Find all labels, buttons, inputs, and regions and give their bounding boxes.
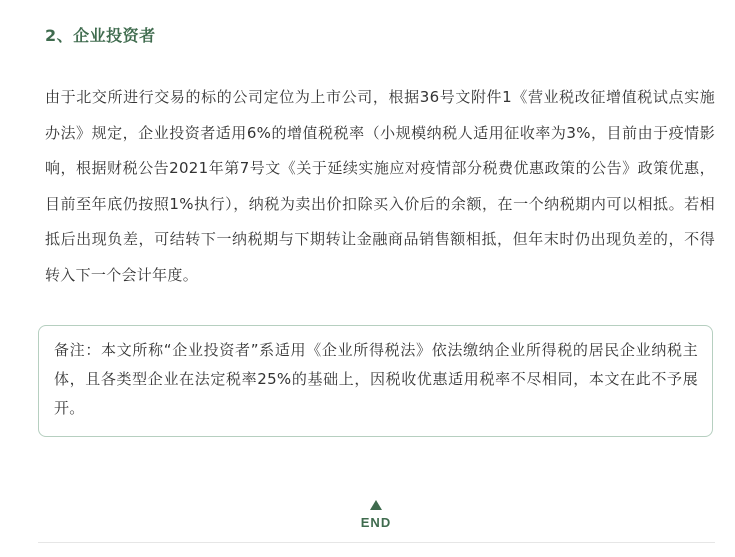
note-text: 备注：本文所称“企业投资者”系适用《企业所得税法》依法缴纳企业所得税的居民企业纳税主体，且各类型企业在法定税率25%的基础上，因税收优惠适用税率不尽相同，本文在此不予展开。: [54, 341, 698, 417]
bottom-divider: [38, 542, 715, 543]
end-marker: [346, 500, 406, 530]
end-label: END: [360, 515, 392, 530]
body-paragraph: 由于北交所进行交易的标的公司定位为上市公司，根据36号文附件1《营业税改征增值税试点实施办法》规定，企业投资者适用6%的增值税税率（小规模纳税人适用征收率为3%，目前由于疫情影响，根据财税公告2021年第7号文《关于延续实施应对疫情部分税费优惠政策的公告》政策优惠，目前至年底仍按照1%执行），纳税为卖出价扣除买入价后的余额，在一个纳税期内可以相抵。若相抵后出现负差，可结转下一纳税期与下期转让金融商品销售额相抵，但年末时仍出现负差的，不得转入下一个会计年度。: [45, 88, 715, 284]
triangle-up-icon: [370, 500, 382, 510]
section-heading: 2、企业投资者: [45, 26, 156, 45]
note-box: [38, 325, 713, 437]
